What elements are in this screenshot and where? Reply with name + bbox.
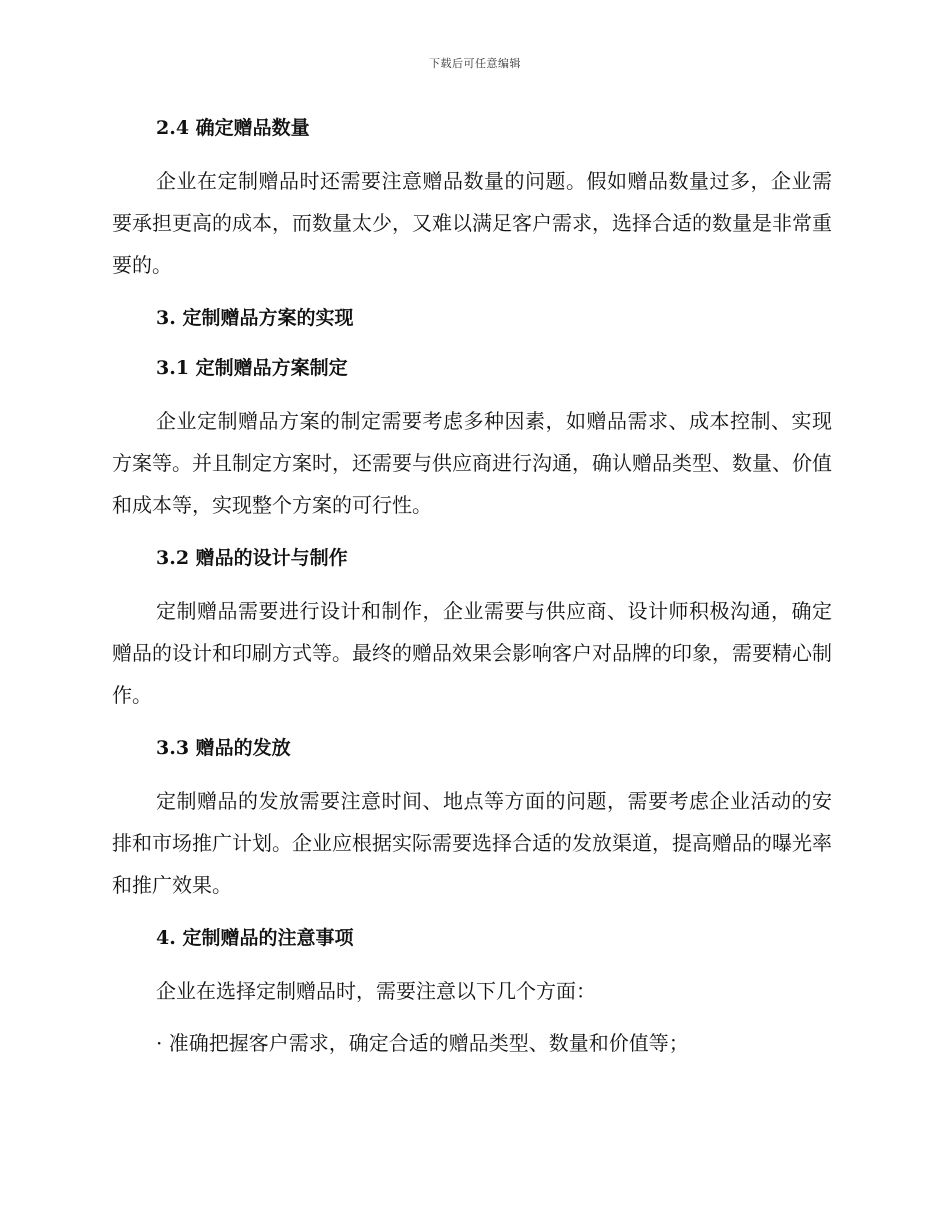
section-heading-2-4: 2.4 确定赠品数量	[156, 117, 310, 139]
document-body	[112, 110, 832, 1064]
paragraph-2-4: 企业在定制赠品时还需要注意赠品数量的问题。假如赠品数量过多，企业需要承担更高的成本，而数量太少，又难以满足客户需求，选择合适的数量是非常重要的。	[112, 169, 832, 277]
section-heading-4: 4. 定制赠品的注意事项	[156, 927, 354, 949]
section-heading-3-2: 3.2 赠品的设计与制作	[156, 547, 348, 569]
paragraph-3-2: 定制赠品需要进行设计和制作，企业需要与供应商、设计师积极沟通，确定赠品的设计和印刷方式等。最终的赠品效果会影响客户对品牌的印象，需要精心制作。	[112, 599, 832, 707]
list-item: · 准确把握客户需求，确定合适的赠品类型、数量和价值等；	[156, 1031, 689, 1055]
paragraph-3-3: 定制赠品的发放需要注意时间、地点等方面的问题，需要考虑企业活动的安排和市场推广计划。企业应根据实际需要选择合适的发放渠道，提高赠品的曝光率和推广效果。	[112, 789, 832, 897]
paragraph-3-1: 企业定制赠品方案的制定需要考虑多种因素，如赠品需求、成本控制、实现方案等。并且制定方案时，还需要与供应商进行沟通，确认赠品类型、数量、价值和成本等，实现整个方案的可行性。	[112, 409, 832, 517]
paragraph-4-intro: 企业在选择定制赠品时，需要注意以下几个方面：	[156, 979, 596, 1003]
section-heading-3: 3. 定制赠品方案的实现	[156, 307, 354, 329]
section-heading-3-1: 3.1 定制赠品方案制定	[156, 357, 348, 379]
section-heading-3-3: 3.3 赠品的发放	[156, 737, 291, 759]
header-note: 下载后可任意编辑	[429, 57, 521, 70]
